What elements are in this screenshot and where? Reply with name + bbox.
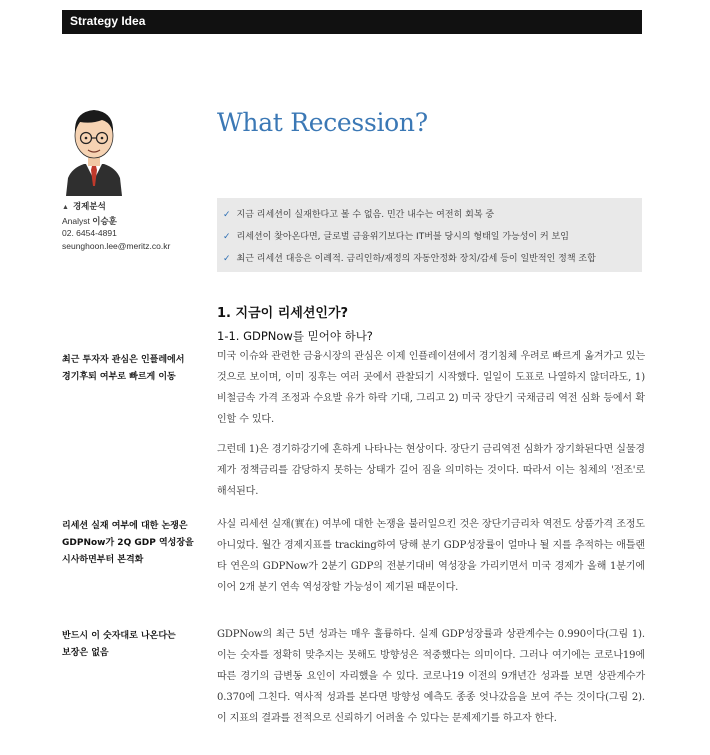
analyst-avatar — [62, 100, 126, 196]
sidenote-1: 최근 투자자 관심은 인플레에서 경기후퇴 여부로 빠르게 이동 — [62, 355, 185, 382]
sidenote-3: 반드시 이 숫자대로 나온다는 보장은 없음 — [62, 631, 176, 658]
summary-item: ✓ 지금 리세션이 실재한다고 볼 수 없음. 민간 내수는 여전히 회복 중 — [223, 210, 495, 220]
summary-item: ✓ 최근 리세션 대응은 이례적. 금리인하/재정의 자동안정화 장치/감세 등이 일반적인 정책 조합 — [223, 254, 596, 264]
check-icon: ✓ — [223, 210, 231, 220]
check-icon: ✓ — [223, 254, 231, 264]
paragraph-3: 사실 리세션 실재(實在) 여부에 대한 논쟁을 불러일으킨 것은 장단기금리차 역전도 상품가격 조정도 아니었다. 월간 경제지표를 tracking하여 당해 분기 GDP성장률이 얼마나 될 지를 추적하는 애틀랜타 연은의 GDPNow가 2분기 GDP의 전분기대비 역성장을 가리키면서 미국 경제가 올해 1분기에 이어 2개 분기 연속 역성장할 가능성이 제기된 때문이다. — [217, 519, 645, 593]
summary-item: ✓ 리세션이 찾아온다면, 글로벌 금융위기보다는 IT버블 당시의 형태일 가능성이 커 보임 — [223, 232, 569, 242]
triangle-icon: ▲ — [62, 204, 69, 211]
summary-box — [217, 198, 642, 272]
section-subheading: 1-1. GDPNow를 믿어야 하나? — [217, 329, 373, 343]
analyst-phone: 02. 6454-4891 — [62, 228, 117, 238]
analyst-role: Analyst — [62, 215, 90, 226]
section-heading: 1. 지금이 리세션인가? — [217, 306, 349, 321]
analyst-name: 이승훈 — [92, 215, 117, 226]
header-bar — [62, 10, 642, 34]
paragraph-1: 미국 이슈와 관련한 금융시장의 관심은 이제 인플레이션에서 경기침체 우려로 빠르게 옮겨가고 있는 것으로 보이며, 이미 징후는 여러 곳에서 관찰되기 시작했다. 일일이 도표로 나열하지 않더라도, 1) 비철금속 가격 조정과 수요발 유가 하락 기대, 그리고 2) 미국 장단기 국채금리 역전 심화 등에서 확인할 수 있다. — [217, 351, 645, 425]
analyst-email[interactable]: seunghoon.lee@meritz.co.kr — [62, 240, 171, 251]
paragraph-4: GDPNow의 최근 5년 성과는 매우 훌륭하다. 실제 GDP성장률과 상관계수는 0.990이다(그림 1). 이는 숫자를 정확히 맞추지는 못해도 방향성은 적중했다는 의미이다. 그러나 여기에는 코로나19에 따른 경기의 급변동 요인이 자리했을 수 있다. 코로나19 이전의 9개년간 성과를 보면 상관계수가 0.370에 그친다. 역사적 성과를 본다면 방향성 예측도 종종 엇나갔음을 보여 주는 것이다(그림 2). 이 지표의 결과를 전적으로 신뢰하기 어려울 수 있다는 문제제기를 하고자 한다. — [217, 629, 645, 724]
analyst-department: ▲ 경제분석 — [62, 200, 202, 215]
analyst-info — [62, 200, 202, 252]
check-icon: ✓ — [223, 232, 231, 242]
analyst-name-line — [62, 215, 202, 228]
sidenote-2: 리세션 실재 여부에 대한 논쟁은 GDPNow가 2Q GDP 역성장을 시사하면부터 본격화 — [62, 521, 194, 565]
header-label: Strategy Idea — [70, 14, 146, 28]
report-title: What Recession? — [217, 108, 428, 137]
paragraph-2: 그런데 1)은 경기하강기에 흔하게 나타나는 현상이다. 장단기 금리역전 심화가 장기화된다면 실물경제가 정책금리를 감당하지 못하는 상태가 길어 짐을 의미하는 것이다. 따라서 이는 침체의 '전조'로 해석된다. — [217, 444, 645, 497]
